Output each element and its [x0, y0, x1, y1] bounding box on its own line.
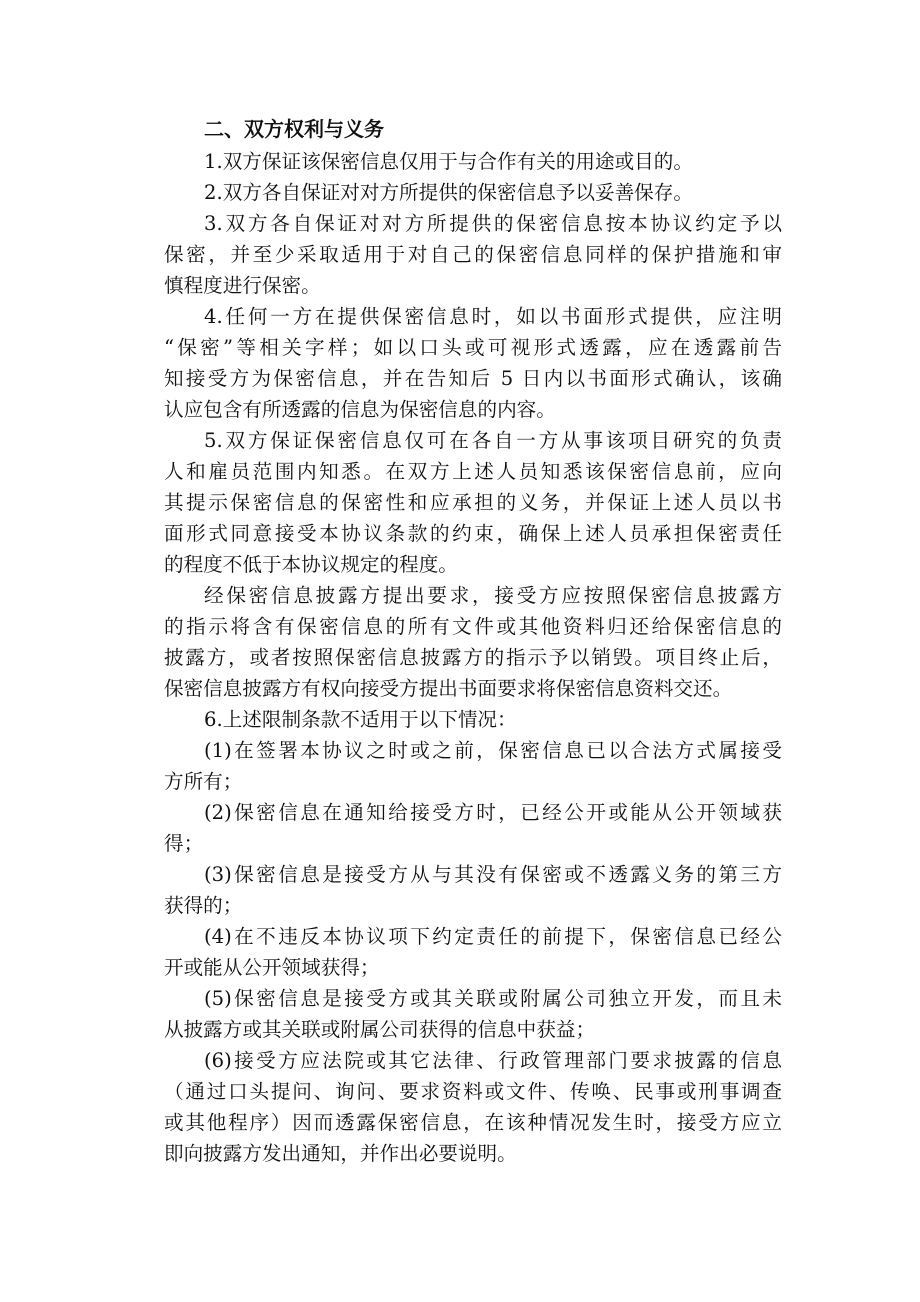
text-line: 保密，并至少采取适用于对自己的保密信息同样的保护措施和审	[164, 243, 782, 266]
paragraph	[164, 735, 782, 797]
text-line: 从披露方或其关联或附属公司获得的信息中获益；	[164, 1018, 596, 1041]
text-line: (6)接受方应法院或其它法律、行政管理部门要求披露的信息	[204, 1049, 782, 1072]
text-line: 披露方，或者按照保密信息披露方的指示予以销毁。项目终止后，	[164, 646, 782, 669]
text-line: 保密信息披露方有权向接受方提出书面要求将保密信息资料交还。	[164, 677, 733, 700]
text-line: (1)在签署本协议之时或之前，保密信息已以合法方式属接受	[204, 739, 782, 762]
text-line: 慎程度进行保密。	[164, 274, 321, 297]
text-line: (5)保密信息是接受方或其关联或附属公司独立开发，而且未	[204, 987, 782, 1010]
paragraph-list	[164, 146, 782, 1169]
text-line: 得；	[164, 832, 204, 855]
paragraph	[164, 921, 782, 983]
text-line: 6.上述限制条款不适用于以下情况：	[204, 708, 517, 731]
text-line: 4.任何一方在提供保密信息时，如以书面形式提供，应注明	[204, 305, 782, 328]
text-line: (2)保密信息在通知给接受方时，已经公开或能从公开领域获	[204, 801, 782, 824]
document-page	[164, 112, 782, 1169]
text-line: 1.双方保证该保密信息仅用于与合作有关的用途或目的。	[204, 150, 693, 173]
paragraph	[164, 146, 782, 177]
text-line: 认应包含有所透露的信息为保密信息的内容。	[164, 398, 556, 421]
text-line: 开或能从公开领域获得；	[164, 956, 380, 979]
paragraph	[164, 983, 782, 1045]
text-line: 的程度不低于本协议规定的程度。	[164, 553, 458, 576]
text-line: 或其他程序）因而透露保密信息，在该种情况发生时，接受方应立	[164, 1111, 782, 1134]
text-line: 2.双方各自保证对对方所提供的保密信息予以妥善保存。	[204, 181, 693, 204]
text-line: 方所有；	[164, 770, 243, 793]
text-line: 经保密信息披露方提出要求，接受方应按照保密信息披露方	[204, 584, 782, 607]
paragraph	[164, 301, 782, 425]
text-line: 知接受方为保密信息，并在告知后 5 日内以书面形式确认，该确	[164, 367, 782, 390]
paragraph	[164, 425, 782, 580]
text-line: 人和雇员范围内知悉。在双方上述人员知悉该保密信息前，应向	[164, 460, 782, 483]
text-line: 5.双方保证保密信息仅可在各自一方从事该项目研究的负责	[204, 429, 782, 452]
text-line: (4)在不违反本协议项下约定责任的前提下，保密信息已经公	[204, 925, 782, 948]
paragraph	[164, 797, 782, 859]
text-line: (3)保密信息是接受方从与其没有保密或不透露义务的第三方	[204, 863, 782, 886]
paragraph	[164, 177, 782, 208]
text-line: 的指示将含有保密信息的所有文件或其他资料归还给保密信息的	[164, 615, 782, 638]
paragraph	[164, 704, 782, 735]
text-line: 其提示保密信息的保密性和应承担的义务，并保证上述人员以书	[164, 491, 782, 514]
paragraph	[164, 208, 782, 301]
text-line: 面形式同意接受本协议条款的约束，确保上述人员承担保密责任	[164, 522, 782, 545]
text-line: “保密”等相关字样；如以口头或可视形式透露，应在透露前告	[164, 336, 782, 359]
text-line: （通过口头提问、询问、要求资料或文件、传唤、民事或刑事调查	[164, 1080, 782, 1103]
paragraph	[164, 580, 782, 704]
section-heading: 二、双方权利与义务	[204, 117, 384, 141]
paragraph	[164, 859, 782, 921]
text-line: 获得的；	[164, 894, 243, 917]
text-line: 即向披露方发出通知，并作出必要说明。	[164, 1142, 517, 1165]
text-line: 3.双方各自保证对对方所提供的保密信息按本协议约定予以	[204, 212, 782, 235]
paragraph	[164, 1045, 782, 1169]
